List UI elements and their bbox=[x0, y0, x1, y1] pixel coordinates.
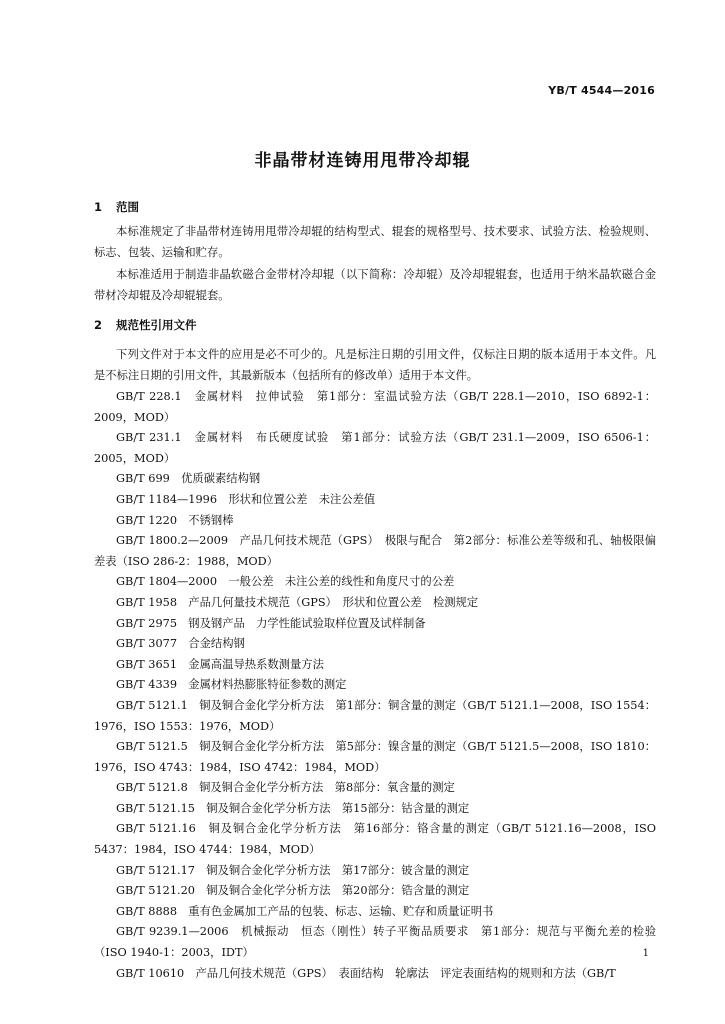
scope-paragraph-2: 本标准适用于制造非晶软磁合金带材冷却辊（以下简称：冷却辊）及冷却辊辊套，也适用于纳米晶软磁合金带材冷却辊及冷却辊辊套。 bbox=[94, 268, 656, 302]
reference-item: GB/T 3077 合金结构钢 bbox=[116, 637, 245, 651]
reference-item: GB/T 5121.15 铜及铜合金化学分析方法 第15部分：钴含量的测定 bbox=[116, 801, 470, 815]
reference-item: GB/T 231.1 金属材料 布氏硬度试验 第1部分：试验方法（GB/T 231.1—2009，ISO 6506-1：2005，MOD） bbox=[94, 431, 656, 465]
normative-reference-list bbox=[94, 387, 656, 984]
reference-item: GB/T 5121.1 铜及铜合金化学分析方法 第1部分：铜含量的测定（GB/T 5121.1—2008，ISO 1554：1976，ISO 1553：1976，MOD） bbox=[94, 698, 656, 733]
reference-item: GB/T 4339 金属材料热膨胀特征参数的测定 bbox=[116, 678, 347, 692]
reference-item: GB/T 5121.8 铜及铜合金化学分析方法 第8部分：氧含量的测定 bbox=[116, 781, 455, 795]
reference-item: GB/T 1220 不锈钢棒 bbox=[116, 513, 234, 527]
reference-item: GB/T 3651 金属高温导热系数测量方法 bbox=[116, 657, 324, 671]
reference-item: GB/T 1800.2—2009 产品几何技术规范（GPS） 极限与配合 第2部分：标准公差等级和孔、轴极限偏差表（ISO 286-2：1988，MOD） bbox=[94, 534, 656, 568]
page-number: 1 bbox=[642, 948, 649, 959]
section-title: 范围 bbox=[116, 200, 139, 214]
reference-item: GB/T 5121.16 铜及铜合金化学分析方法 第16部分：铬含量的测定（GB/T 5121.16—2008，ISO 5437：1984，ISO 4744：1984，MOD） bbox=[94, 822, 656, 857]
reference-item: GB/T 10610 产品几何技术规范（GPS） 表面结构 轮廓法 评定表面结构的规则和方法（GB/T bbox=[116, 966, 616, 980]
section-number: 2 bbox=[94, 318, 103, 332]
section-title: 规范性引用文件 bbox=[116, 318, 197, 332]
scope-paragraph-1: 本标准规定了非晶带材连铸用甩带冷却辊的结构型式、辊套的规格型号、技术要求、试验方法、检验规则、标志、包装、运输和贮存。 bbox=[94, 225, 656, 259]
section-number: 1 bbox=[94, 200, 103, 214]
references-intro: 下列文件对于本文件的应用是必不可少的。凡是标注日期的引用文件，仅标注日期的版本适用于本文件。凡是不标注日期的引用文件，其最新版本（包括所有的修改单）适用于本文件。 bbox=[94, 348, 656, 382]
reference-item: GB/T 5121.20 铜及铜合金化学分析方法 第20部分：锆含量的测定 bbox=[116, 884, 470, 898]
reference-item: GB/T 1184—1996 形状和位置公差 未注公差值 bbox=[116, 492, 376, 506]
standard-code: YB/T 4544—2016 bbox=[548, 84, 655, 97]
reference-item: GB/T 699 优质碳素结构钢 bbox=[116, 472, 261, 486]
reference-item: GB/T 1804—2000 一般公差 未注公差的线性和角度尺寸的公差 bbox=[116, 575, 455, 589]
reference-item: GB/T 1958 产品几何量技术规范（GPS） 形状和位置公差 检测规定 bbox=[116, 595, 479, 609]
reference-item: GB/T 5121.5 铜及铜合金化学分析方法 第5部分：镍含量的测定（GB/T 5121.5—2008，ISO 1810：1976，ISO 4743：1984，ISO 4742：1984，MOD） bbox=[94, 740, 656, 774]
section-2-heading bbox=[94, 317, 197, 333]
reference-item: GB/T 5121.17 铜及铜合金化学分析方法 第17部分：铍含量的测定 bbox=[116, 863, 470, 877]
reference-item: GB/T 2975 钢及钢产品 力学性能试验取样位置及试样制备 bbox=[116, 616, 426, 630]
document-title: 非晶带材连铸用甩带冷却辊 bbox=[254, 151, 471, 171]
reference-item: GB/T 228.1 金属材料 拉伸试验 第1部分：室温试验方法（GB/T 228.1—2010，ISO 6892-1：2009，MOD） bbox=[94, 390, 656, 424]
reference-item: GB/T 8888 重有色金属加工产品的包装、标志、运输、贮存和质量证明书 bbox=[116, 904, 494, 918]
section-1-heading bbox=[94, 199, 139, 215]
reference-item: GB/T 9239.1—2006 机械振动 恒态（刚性）转子平衡品质要求 第1部分：规范与平衡允差的检验（ISO 1940-1：2003，IDT） bbox=[94, 925, 656, 960]
